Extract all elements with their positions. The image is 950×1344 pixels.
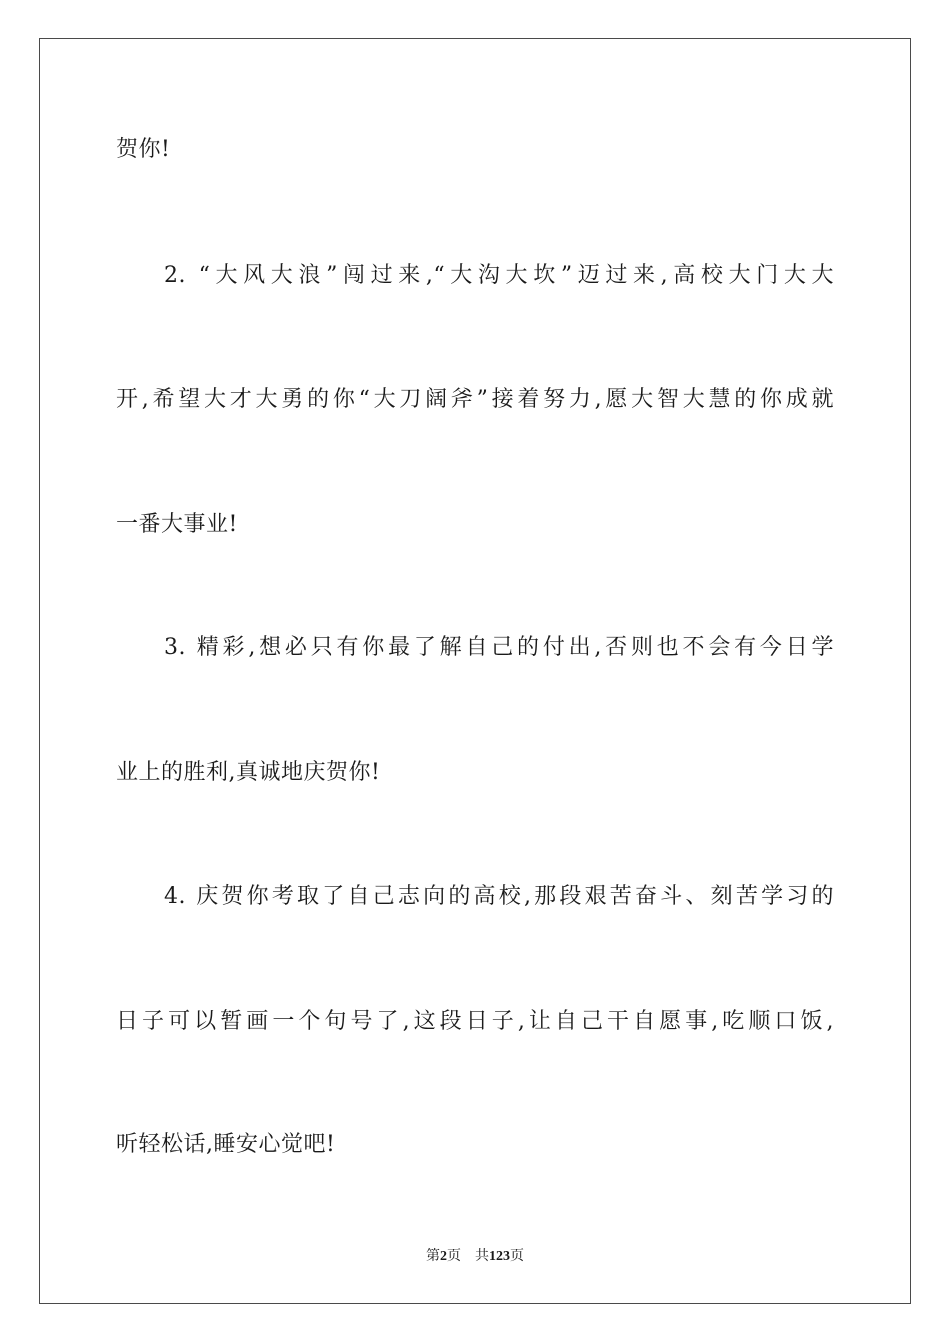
page-border [39,38,911,1304]
page-suffix: 页 [447,1249,461,1264]
text-line-6: 业上的胜利,真诚地庆贺你! [116,760,381,785]
text-line-5: 3. 精彩,想必只有你最了解自己的付出,否则也不会有今日学 [164,635,834,660]
total-pages: 123 [489,1249,510,1264]
total-prefix: 共 [475,1249,489,1264]
text-line-1: 贺你! [116,137,171,162]
text-line-3: 开,希望大才大勇的你“大刀阔斧”接着努力,愿大智大慧的你成就 [116,387,834,412]
page-prefix: 第 [426,1249,440,1264]
text-line-7: 4. 庆贺你考取了自己志向的高校,那段艰苦奋斗、刻苦学习的 [164,884,834,909]
page-footer [0,1247,950,1267]
text-line-4: 一番大事业! [116,512,238,537]
text-line-9: 听轻松话,睡安心觉吧! [116,1132,336,1157]
text-line-2: 2. “大风大浪”闯过来,“大沟大坎”迈过来,高校大门大大 [164,263,834,288]
text-line-8: 日子可以暂画一个句号了,这段日子,让自己干自愿事,吃顺口饭, [116,1009,834,1034]
total-suffix: 页 [510,1249,524,1264]
page-number: 2 [440,1249,447,1264]
